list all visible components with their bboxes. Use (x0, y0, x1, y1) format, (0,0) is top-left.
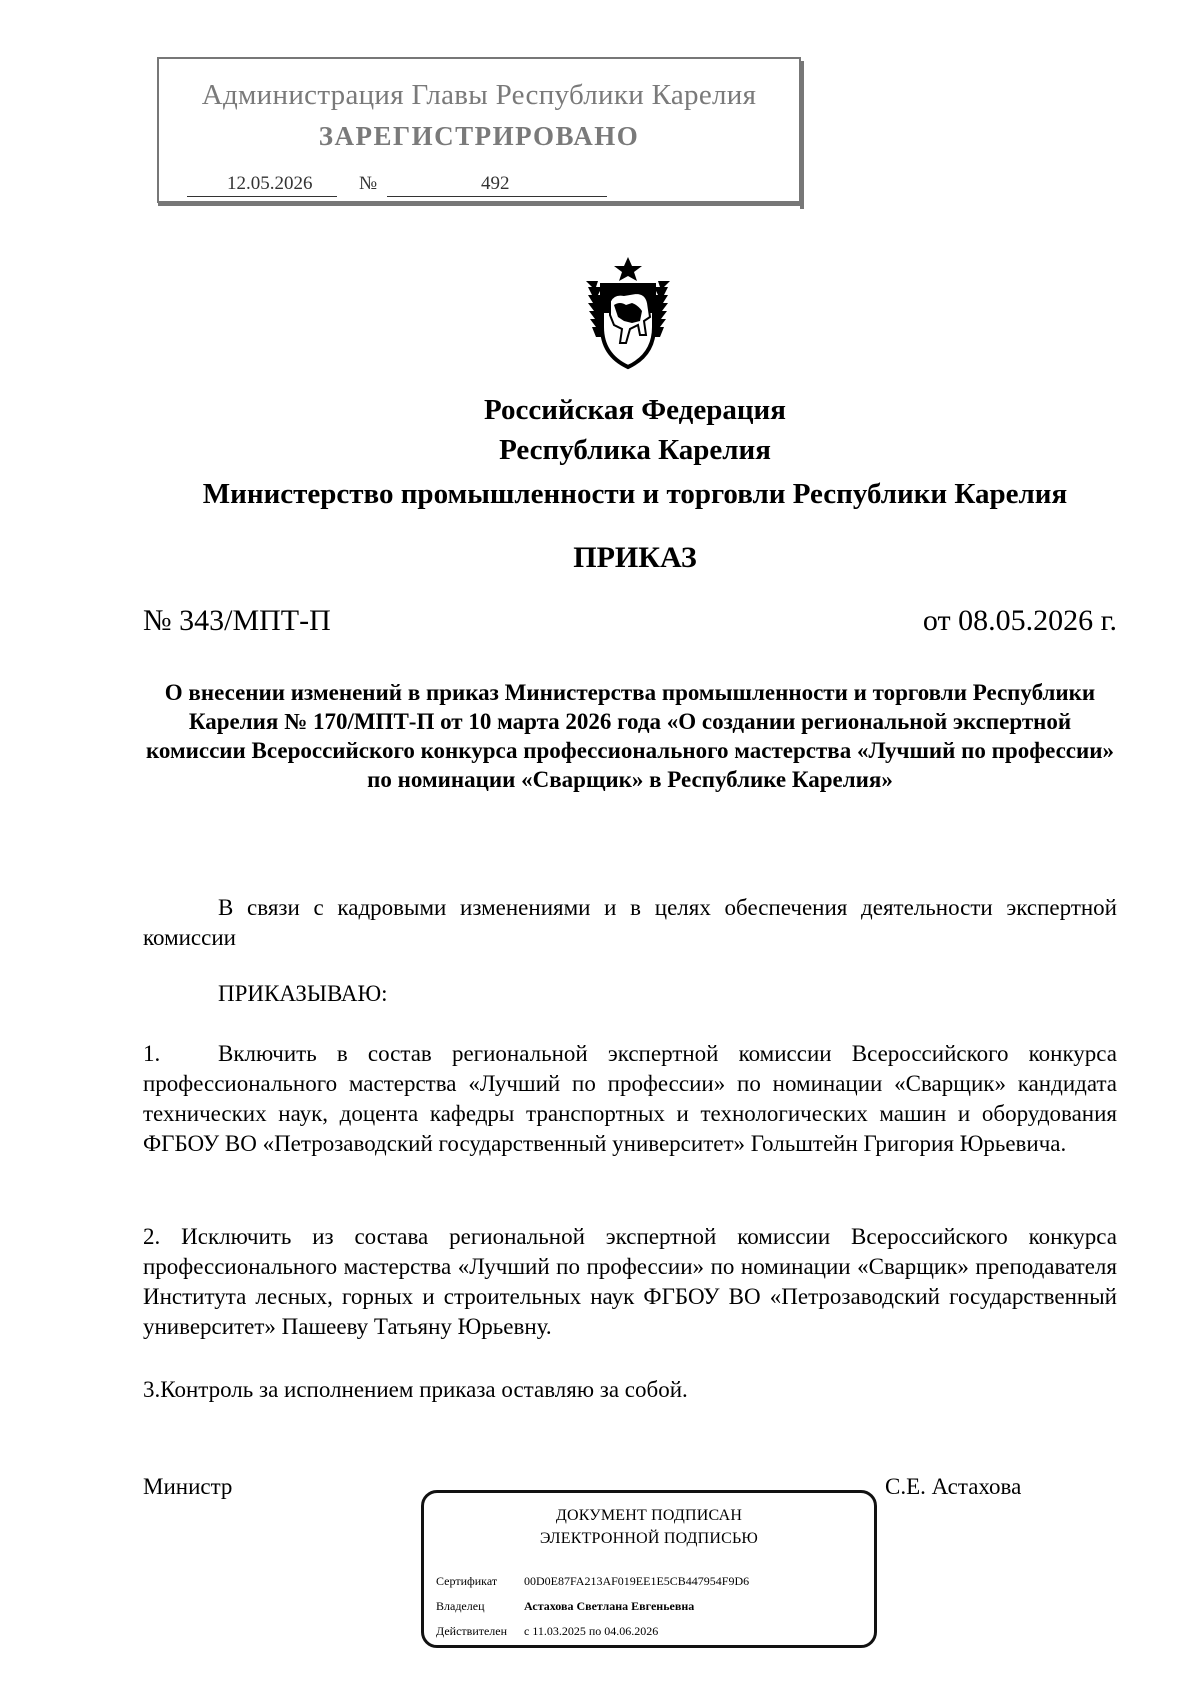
esig-owner (436, 1599, 694, 1614)
registration-date-underline (187, 196, 337, 197)
country-heading: Российская Федерация (484, 394, 786, 426)
region-heading: Республика Карелия (499, 434, 771, 466)
registration-date: 12.05.2026 (227, 173, 313, 194)
registration-stamp (157, 57, 801, 203)
item-3: 3.Контроль за исполнением приказа оставляю за собой. (143, 1377, 688, 1402)
item-2: 2. Исключить из состава региональной экспертной комиссии Всероссийского конкурса профессионального мастерства «Лучший по профессии» по номинации «Сварщик» преподавателя Института лесных, горных и строительных наук ФГБОУ ВО «Петрозаводский государственный университет» Пашееву Татьяну Юрьевну. (143, 1224, 1117, 1339)
esig-certificate (436, 1574, 749, 1589)
karelia-coat-of-arms-icon (580, 255, 676, 373)
esig-owner-label: Владелец (436, 1599, 485, 1613)
order-number: № 343/МПТ-П (143, 604, 331, 637)
registration-status: ЗАРЕГИСТРИРОВАНО (318, 121, 640, 151)
ministry-heading: Министерство промышленности и торговли Республики Карелия (202, 478, 1068, 510)
esig-validity (436, 1624, 658, 1639)
esig-certificate-value: 00D0E87FA213AF019EE1E5CB447954F9D6 (524, 1574, 750, 1588)
signer-name: С.Е. Астахова (885, 1474, 1022, 1499)
order-word: ПРИКАЗЫВАЮ: (218, 981, 388, 1006)
item-1-number: 1. (143, 1041, 161, 1066)
document-type: ПРИКАЗ (573, 541, 697, 574)
item-1 (143, 1039, 1117, 1159)
order-date: от 08.05.2026 г. (922, 604, 1117, 637)
esig-certificate-label: Сертификат (436, 1574, 498, 1588)
registration-authority: Администрация Главы Республики Карелия (201, 79, 757, 111)
esig-title-1: ДОКУМЕНТ ПОДПИСАН (555, 1507, 743, 1524)
registration-number: 492 (481, 173, 510, 194)
item-1-text: Включить в состав региональной экспертной комиссии Всероссийского конкурса профессионального мастерства «Лучший по профессии» по номинации «Сварщик» кандидата технических наук, доцента кафедры транспортных и технологических машин и оборудования ФГБОУ ВО «Петрозаводский государственный университет» Гольштейн Григория Юрьевича. (143, 1041, 1117, 1156)
esig-title-2: ЭЛЕКТРОННОЙ ПОДПИСЬЮ (539, 1530, 759, 1547)
esig-owner-value: Астахова Светлана Евгеньевна (524, 1599, 695, 1613)
signer-role: Министр (143, 1474, 233, 1499)
registration-number-underline (387, 196, 607, 197)
order-subject: О внесении изменений в приказ Министерства промышленности и торговли Республики Карелия № 170/МПТ-П от 10 марта 2026 года «О создании региональной экспертной комиссии Всероссийского конкурса профессионального мастерства «Лучший по профессии» по номинации «Сварщик» в Республике Карелия» (145, 680, 1115, 792)
electronic-signature-stamp (421, 1490, 877, 1648)
esig-validity-label: Действителен (436, 1624, 508, 1638)
intro-paragraph: В связи с кадровыми изменениями и в целях обеспечения деятельности экспертной комиссии (143, 895, 1117, 950)
registration-number-label: № (359, 173, 378, 194)
esig-validity-value: с 11.03.2025 по 04.06.2026 (524, 1624, 659, 1638)
